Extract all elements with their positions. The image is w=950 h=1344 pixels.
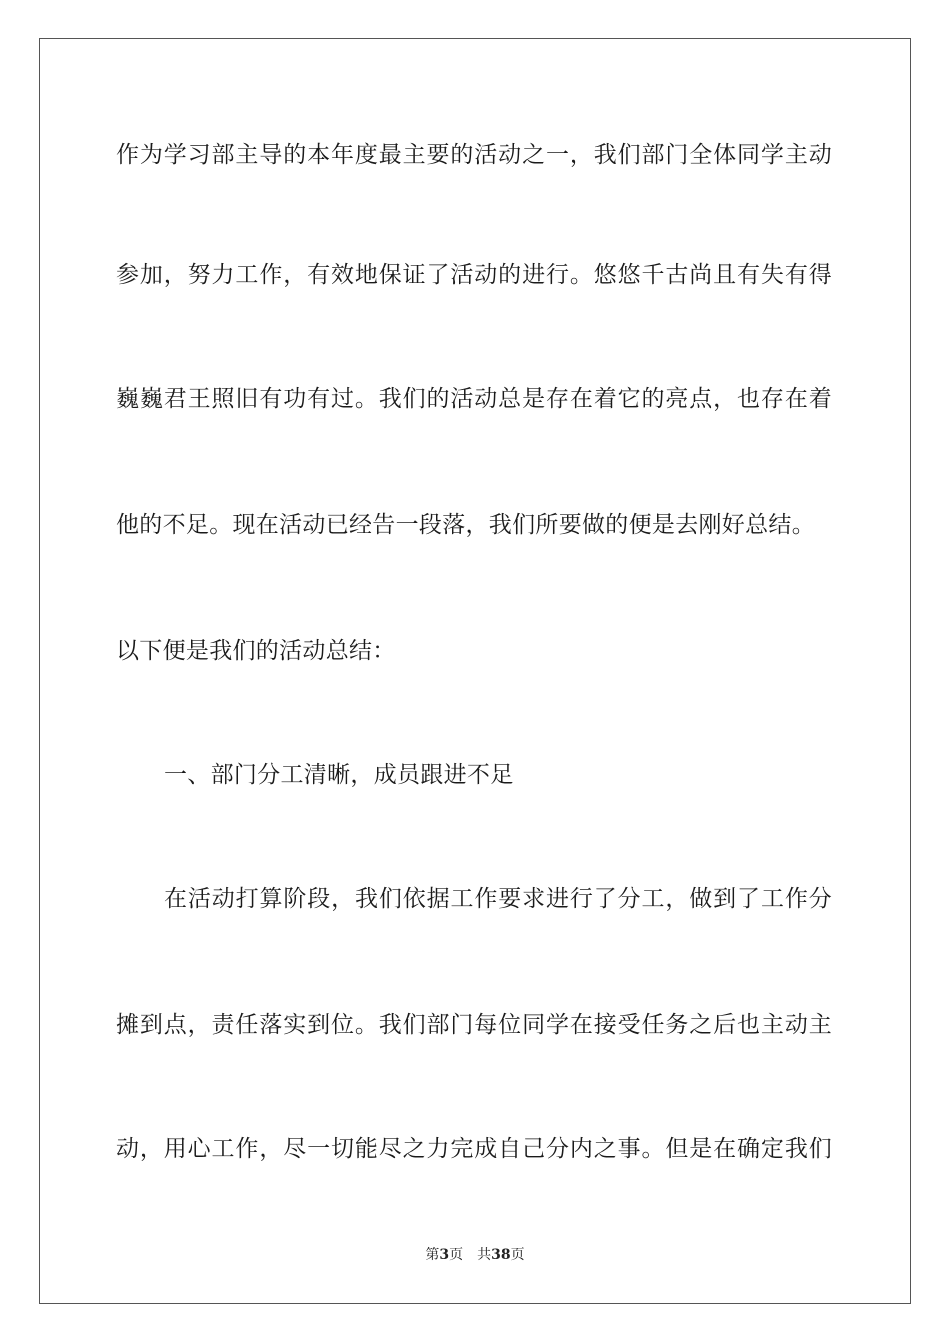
body-line-5: 以下便是我们的活动总结：: [116, 638, 396, 664]
body-line-9: 动，用心工作，尽一切能尽之力完成自己分内之事。但是在确定我们: [116, 1136, 832, 1162]
section-heading: 一、部门分工清晰，成员跟进不足: [164, 762, 514, 788]
body-line-7: 在活动打算阶段，我们依据工作要求进行了分工，做到了工作分: [164, 886, 832, 912]
page-frame: [39, 38, 911, 1304]
page-number: 3: [439, 1247, 450, 1263]
page-footer: [0, 1246, 950, 1264]
body-line-4: 他的不足。现在活动已经告一段落，我们所要做的便是去刚好总结。: [116, 512, 815, 538]
total-prefix: 共: [477, 1247, 492, 1263]
total-pages: 38: [491, 1247, 511, 1263]
page-prefix: 第: [425, 1247, 440, 1263]
body-line-8: 摊到点，责任落实到位。我们部门每位同学在接受任务之后也主动主: [116, 1012, 832, 1038]
body-line-1: 作为学习部主导的本年度最主要的活动之一，我们部门全体同学主动: [116, 142, 832, 168]
body-line-3: 巍巍君王照旧有功有过。我们的活动总是存在着它的亮点，也存在着: [116, 386, 832, 412]
total-suffix: 页: [510, 1247, 525, 1263]
body-line-2: 参加，努力工作，有效地保证了活动的进行。悠悠千古尚且有失有得: [116, 262, 832, 288]
page-suffix: 页: [449, 1247, 464, 1263]
